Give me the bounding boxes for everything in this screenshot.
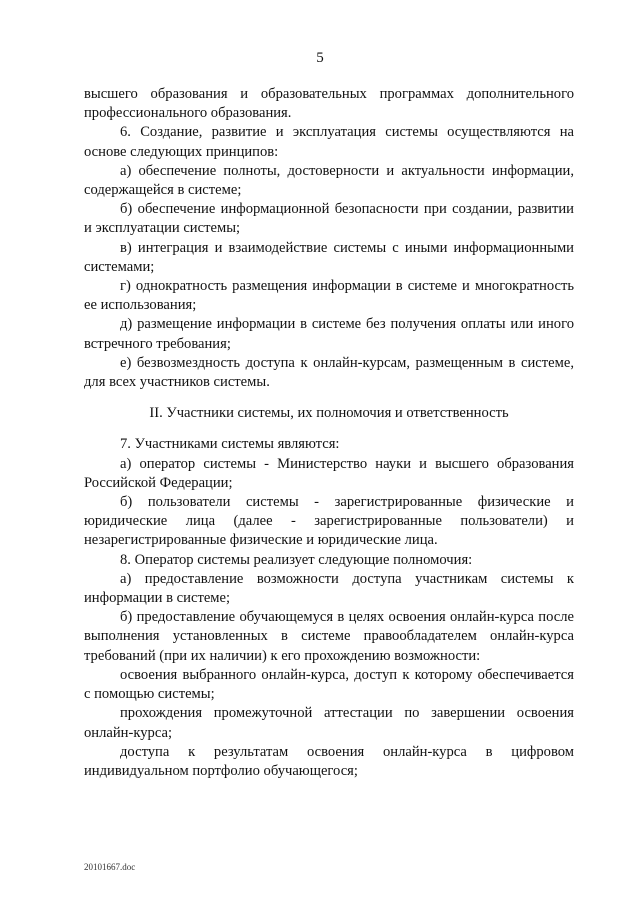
paragraph: освоения выбранного онлайн-курса, доступ к которому обеспечивается с помощью системы; <box>84 666 574 703</box>
section-heading: II. Участники системы, их полномочия и ответственность <box>149 405 509 422</box>
page-number: 5 <box>316 50 324 66</box>
paragraph: б) обеспечение информационной безопасности при создании, развитии и эксплуатации системы; <box>84 201 574 237</box>
paragraph: б) пользователи системы - зарегистрированные физические и юридические лица (далее - зарегистрированные пользователи) и незарегистрированные физические и юридические лица. <box>84 494 574 549</box>
paragraph: е) безвозмездность доступа к онлайн-курсам, размещенным в системе, для всех участников системы. <box>84 354 574 391</box>
paragraph: 7. Участниками системы являются: <box>120 436 340 453</box>
paragraph: высшего образования и образовательных программах дополнительного профессионального образования. <box>84 86 574 122</box>
paragraph: а) предоставление возможности доступа участникам системы к информации в системе; <box>84 570 574 607</box>
paragraph: а) оператор системы - Министерство науки и высшего образования Российской Федерации; <box>84 455 574 491</box>
paragraph: 6. Создание, развитие и эксплуатация системы осуществляются на основе следующих принципов: <box>84 124 574 160</box>
paragraph: а) обеспечение полноты, достоверности и актуальности информации, содержащейся в системе; <box>84 162 574 199</box>
footer-filename: 20101667.doc <box>84 862 136 872</box>
paragraph: 8. Оператор системы реализует следующие полномочия: <box>120 551 473 568</box>
document-body <box>84 85 574 781</box>
paragraph: доступа к результатам освоения онлайн-курса в цифровом индивидуальном портфолио обучающегося; <box>84 743 574 779</box>
paragraph: г) однократность размещения информации в системе и многократность ее использования; <box>84 278 574 314</box>
paragraph: в) интеграция и взаимодействие системы с иными информационными системами; <box>84 239 574 275</box>
paragraph: д) размещение информации в системе без получения оплаты или иного встречного требования; <box>84 316 574 352</box>
paragraph: прохождения промежуточной аттестации по завершении освоения онлайн-курса; <box>84 705 574 741</box>
paragraph: б) предоставление обучающемуся в целях освоения онлайн-курса после выполнения установленных в системе правообладателем онлайн-курса требований (при их наличии) к его прохождению возможности: <box>84 609 574 664</box>
